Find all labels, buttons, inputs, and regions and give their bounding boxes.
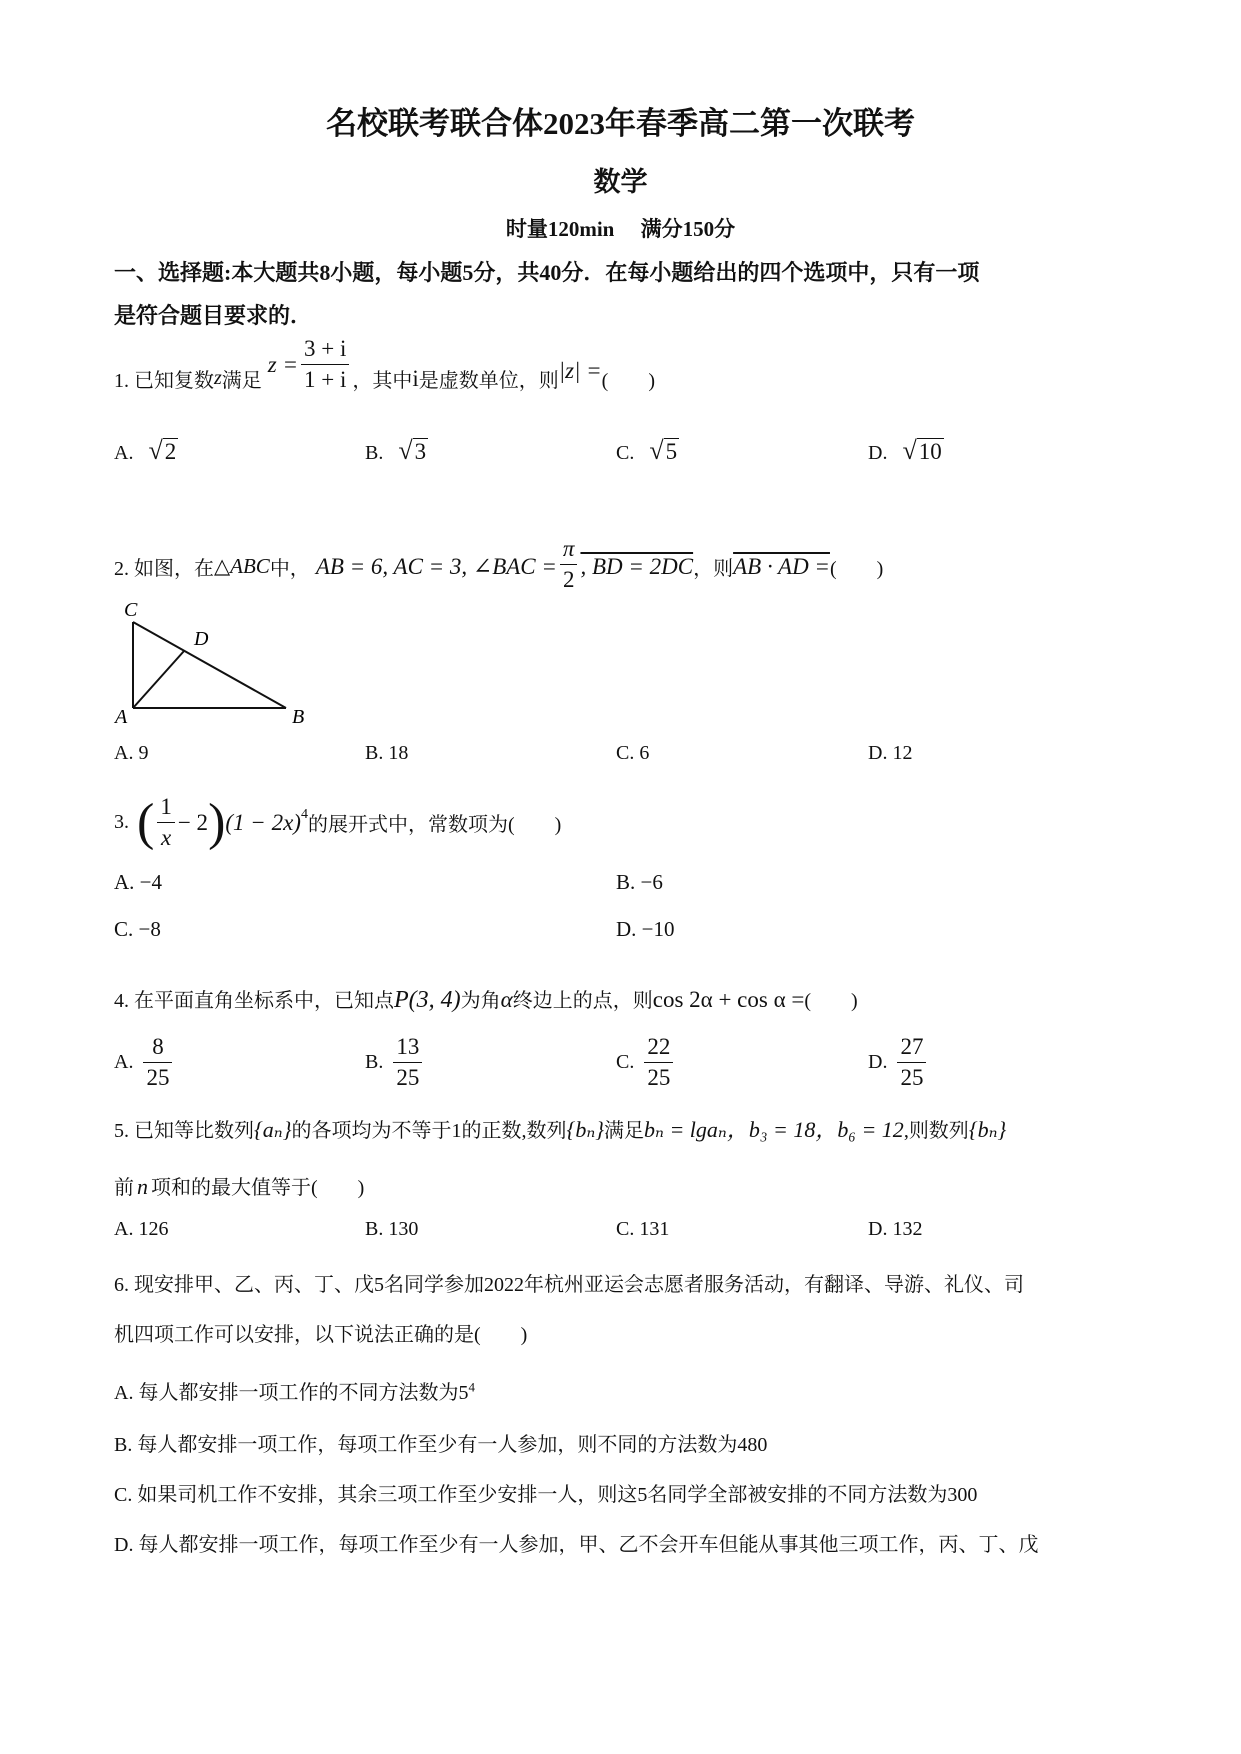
q4-option-a-num: 8 xyxy=(143,1032,172,1063)
q3-post: 的展开式中，常数项为( ) xyxy=(307,814,562,836)
q1-option-b-value: 3 xyxy=(414,439,427,464)
q1-option-c-value: 5 xyxy=(665,439,678,464)
q4-option-b-num: 13 xyxy=(393,1032,422,1063)
q5-line1-mid2: 满足 xyxy=(604,1120,645,1142)
question-1 xyxy=(114,336,655,409)
q1-frac-num: 3 + i xyxy=(301,334,349,365)
question-5-line2 xyxy=(114,1171,364,1200)
section-heading-line2: 是符合题目要求的． xyxy=(114,303,313,328)
q1-option-c-letter: C. xyxy=(616,442,635,464)
q5-option-c: C. 131 xyxy=(616,1218,670,1240)
q3-x: x xyxy=(160,825,172,850)
q1-paren: ( ) xyxy=(601,370,655,392)
q1-option-b-letter: B. xyxy=(365,442,384,464)
q5-line1-mid: 的各项均为不等于1的正数,数列 xyxy=(291,1120,567,1142)
q5-an: {aₙ} xyxy=(254,1117,292,1142)
q4-option-c-letter: C. xyxy=(616,1051,635,1073)
label-a: A xyxy=(115,706,128,728)
q6-option-b: B. 每人都安排一项工作，每项工作至少有一人参加，则不同的方法数为480 xyxy=(114,1434,768,1456)
q2-cond2: , BD = 2DC xyxy=(580,553,694,579)
q1-frac-den: 1 + i xyxy=(304,367,347,392)
q3-option-b: B. −6 xyxy=(616,870,663,894)
q5-cond: bₙ = lgaₙ，b₃ = 18，b₆ = 12 xyxy=(644,1117,904,1142)
q3-pre: 3. xyxy=(114,811,129,833)
segment-ad xyxy=(133,651,184,708)
q4-option-d-den: 25 xyxy=(900,1065,924,1090)
q4-option-d-letter: D. xyxy=(868,1051,888,1073)
q1-option-a-value: 2 xyxy=(164,439,177,464)
q2-cond1: AB = 6, AC = 3, ∠BAC = xyxy=(315,553,557,579)
subject-title: 数学 xyxy=(593,167,648,197)
q2-two: 2 xyxy=(562,567,575,592)
q5-line2-post: 项和的最大值等于( ) xyxy=(151,1177,365,1199)
q4-point: P(3, 4) xyxy=(394,987,461,1013)
question-5-line1 xyxy=(114,1113,1006,1144)
q1-option-a-letter: A. xyxy=(114,442,134,464)
q4-option-a-letter: A. xyxy=(114,1051,134,1073)
question-6-line1: 6. 现安排甲、乙、丙、丁、戊5名同学参加2022年杭州亚运会志愿者服务活动，有翻译、导游、礼仪、司 xyxy=(114,1274,1024,1296)
q4-expr: cos 2α + cos α = xyxy=(652,987,805,1012)
q3-minus2: − 2 xyxy=(177,809,209,835)
q3-option-d: D. −10 xyxy=(616,917,675,941)
q5-line1-pre: 5. 已知等比数列 xyxy=(114,1120,254,1142)
q4-option-b-den: 25 xyxy=(396,1065,420,1090)
q5-bn: {bₙ} xyxy=(566,1117,605,1142)
q5-line2-pre: 前 xyxy=(114,1177,134,1199)
q1-option-d-letter: D. xyxy=(868,442,888,464)
q2-mid: 中， xyxy=(269,558,310,580)
q4-mid: 为角 xyxy=(460,990,501,1012)
q3-option-a: A. −4 xyxy=(114,870,163,894)
q2-option-b: B. 18 xyxy=(365,742,409,764)
q2-option-c: C. 6 xyxy=(616,742,650,764)
q3-exp: 4 xyxy=(300,806,308,822)
question-2 xyxy=(114,536,883,597)
q2-option-d: D. 12 xyxy=(868,742,913,764)
exam-meta: 时量120min 满分150分 xyxy=(505,217,736,241)
q2-pre: 2. 如图，在 xyxy=(114,558,214,580)
segment-cb xyxy=(133,622,286,708)
q2-then: ，则 xyxy=(693,558,734,580)
q2-expr: AB · AD = xyxy=(733,553,830,579)
q1-pre: 1. 已知复数 xyxy=(114,370,214,392)
q4-option-a-den: 25 xyxy=(146,1065,170,1090)
q6-option-a-exp: 4 xyxy=(468,1379,475,1395)
q5-line1-post: ,则数列 xyxy=(903,1120,969,1142)
q4-mid2: 终边上的点，则 xyxy=(512,990,653,1012)
question-4 xyxy=(114,984,858,1014)
q6-option-a-text: A. 每人都安排一项工作的不同方法数为 xyxy=(114,1382,459,1404)
q4-option-b-letter: B. xyxy=(365,1051,384,1073)
q1-option-d-value: 10 xyxy=(918,439,942,464)
q5-option-d: D. 132 xyxy=(868,1218,923,1240)
q4-option-c xyxy=(616,1032,676,1093)
q1-option-b: B. √3 xyxy=(365,436,427,465)
q2-tri: △ABC xyxy=(214,554,270,578)
q3-one: 1 xyxy=(157,792,175,823)
q1-var: z xyxy=(214,367,222,389)
q1-mid: 满足 xyxy=(221,370,262,392)
label-c: C xyxy=(124,599,138,621)
label-d: D xyxy=(194,628,209,650)
q6-option-c: C. 如果司机工作不安排，其余三项工作至少安排一人，则这5名同学全部被安排的不同方法数为300 xyxy=(114,1484,978,1506)
q2-pi: π xyxy=(560,534,578,565)
q3-option-c: C. −8 xyxy=(114,917,161,941)
question-6-line2: 机四项工作可以安排，以下说法正确的是( ) xyxy=(114,1324,528,1346)
q1-mid3: 是虚数单位，则 xyxy=(418,370,559,392)
q1-option-c: C. √5 xyxy=(616,436,678,465)
q6-option-a-base: 5 xyxy=(458,1382,469,1404)
q3-bin: (1 − 2x) xyxy=(225,809,301,835)
question-3: 3. ( $\frac{1}{x}$ − 2 ) (1 − 2x) $^4$ 的展开式中，常数项为( ) xyxy=(114,792,561,853)
q1-option-d: D. √10 xyxy=(868,436,942,465)
q4-alpha: α xyxy=(500,987,513,1012)
q4-paren: ( ) xyxy=(804,990,858,1012)
q2-paren: ( ) xyxy=(829,558,884,580)
q4-pre: 4. 在平面直角坐标系中，已知点 xyxy=(114,990,394,1012)
q4-option-c-num: 22 xyxy=(644,1032,673,1063)
exam-title: 名校联考联合体2023年春季高二第一次联考 xyxy=(326,106,915,141)
q4-option-d-num: 27 xyxy=(897,1032,926,1063)
q4-option-c-den: 25 xyxy=(647,1065,671,1090)
q6-option-a xyxy=(114,1376,475,1405)
q1-abs: |z| = xyxy=(558,357,602,383)
q2-option-a: A. 9 xyxy=(114,742,149,764)
q5-n: n xyxy=(137,1174,148,1199)
q1-option-a: A. √2 xyxy=(114,436,177,465)
label-b: B xyxy=(292,706,305,728)
section-heading-line1: 一、选择题:本大题共8小题，每小题5分，共40分．在每小题给出的四个选项中，只有一项 xyxy=(114,260,980,285)
q4-option-b xyxy=(365,1032,425,1093)
q5-option-b: B. 130 xyxy=(365,1218,419,1240)
q1-i: i xyxy=(412,365,419,391)
q1-mid2: ，其中 xyxy=(352,370,413,392)
q5-bn2: {bₙ} xyxy=(968,1117,1007,1142)
q4-option-a xyxy=(114,1032,175,1093)
q1-lhs: z = xyxy=(267,351,299,377)
q4-option-d xyxy=(868,1032,929,1093)
triangle-figure xyxy=(110,598,320,728)
q5-option-a: A. 126 xyxy=(114,1218,169,1240)
q6-option-d: D. 每人都安排一项工作，每项工作至少有一人参加，甲、乙不会开车但能从事其他三项工作，丙、丁、戊 xyxy=(114,1534,1039,1556)
